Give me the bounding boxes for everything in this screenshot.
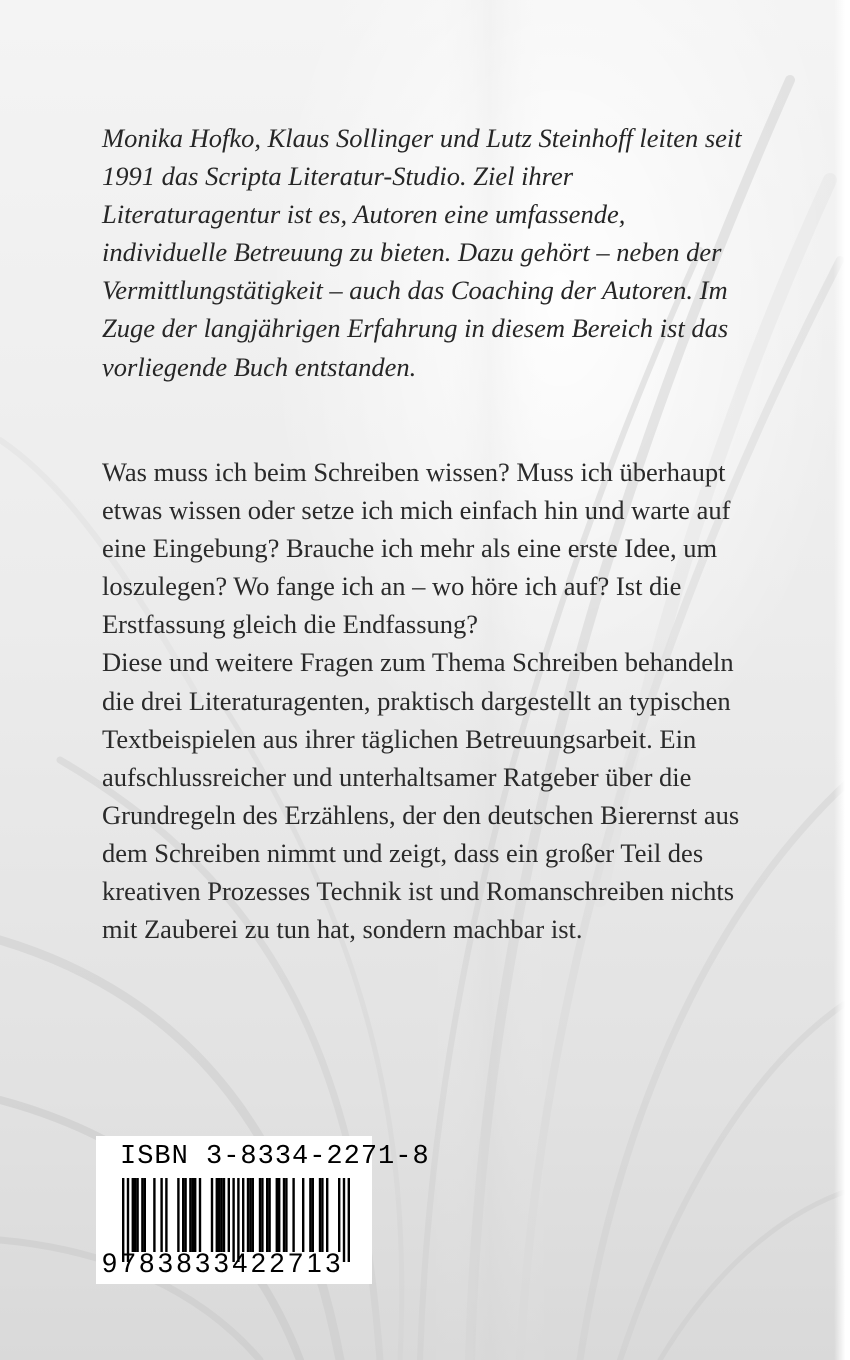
isbn-barcode: [96, 1136, 430, 1284]
barcode-bar: [338, 1178, 340, 1252]
book-description: [102, 453, 742, 948]
barcode-bar: [326, 1178, 328, 1252]
barcode-bar: [218, 1178, 220, 1252]
barcode-bar: [252, 1178, 254, 1252]
barcode-bar: [321, 1178, 323, 1252]
barcode-bar: [242, 1178, 244, 1252]
barcode-bar: [165, 1178, 167, 1252]
barcode-bar: [276, 1178, 278, 1252]
barcode-bar: [211, 1178, 213, 1252]
barcode-bar: [285, 1178, 287, 1252]
barcode-bar: [194, 1178, 196, 1252]
barcode-bar: [141, 1178, 143, 1252]
barcode-bar: [259, 1178, 261, 1252]
barcode-bar: [144, 1178, 146, 1252]
barcode-bar: [216, 1178, 218, 1252]
right-page-edge: [834, 0, 850, 1360]
barcode-bar: [319, 1178, 321, 1252]
description-paragraph-2: Diese und weitere Fragen zum Thema Schreiben behandeln die drei Literaturagenten, praktisch dargestellt an typischen Textbeispielen aus ihrer täglichen Betreuungsarbeit. Ein aufschlussreicher und unterhaltsamer Ratgeber über die Grundregeln des Erzählens, der den deutschen Bierernst aus dem Schreiben nimmt und zeigt, dass ein großer Teil des kreativen Prozesses Technik ist und Romanschreiben nichts mit Zauberei zu tun hat, sondern machbar ist.: [102, 647, 740, 945]
barcode-bar: [192, 1178, 194, 1252]
barcode-bar: [199, 1178, 201, 1252]
barcode-bar: [182, 1178, 184, 1252]
barcode-bar: [278, 1178, 280, 1252]
barcode-bar: [223, 1178, 225, 1252]
barcode-bar: [309, 1178, 311, 1252]
barcode-bar: [249, 1178, 251, 1252]
isbn-label: ISBN 3-8334-2271-8: [120, 1142, 430, 1172]
barcode-bar: [184, 1178, 186, 1252]
barcode-bar: [153, 1178, 155, 1252]
barcode-bar: [177, 1178, 179, 1252]
barcode-bar: [132, 1178, 134, 1252]
barcode-bar: [261, 1178, 263, 1252]
barcode-bar: [302, 1178, 304, 1252]
barcode-bar: [189, 1178, 191, 1252]
barcode-bar: [266, 1178, 268, 1252]
barcode-bar: [228, 1178, 230, 1252]
barcode-bar: [268, 1178, 270, 1252]
barcode-bar: [312, 1178, 314, 1252]
author-bio: Monika Hofko, Klaus Sollinger und Lutz Steinhoff leiten seit 1991 das Scripta Literatur-Studio. Ziel ihrer Literaturagentur ist es, Autoren eine umfassende, individuelle Betreuung zu bieten. Dazu gehört – neben der Vermittlungstätigkeit – auch das Coaching der Autoren. Im Zuge der langjährigen Erfahrung in diesem Bereich ist das vorliegende Buch entstanden.: [102, 123, 742, 382]
barcode-bar: [134, 1178, 136, 1252]
barcode-bar: [220, 1178, 222, 1252]
barcode-bar: [283, 1178, 285, 1252]
ean-digits: 9783833422713: [102, 1248, 345, 1278]
description-paragraph-1: Was muss ich beim Schreiben wissen? Muss ich überhaupt etwas wissen oder setze ich mich einfach hin und warte auf eine Eingebung? Brauche ich mehr als eine erste Idee, um loszulegen? Wo fange ich an – wo höre ich auf? Ist die Erstfassung gleich die Endfassung?: [102, 457, 731, 640]
barcode-bar: [136, 1178, 138, 1252]
barcode-bar: [247, 1178, 249, 1252]
barcode-bar: [160, 1178, 162, 1252]
barcode-bar: [292, 1178, 294, 1252]
